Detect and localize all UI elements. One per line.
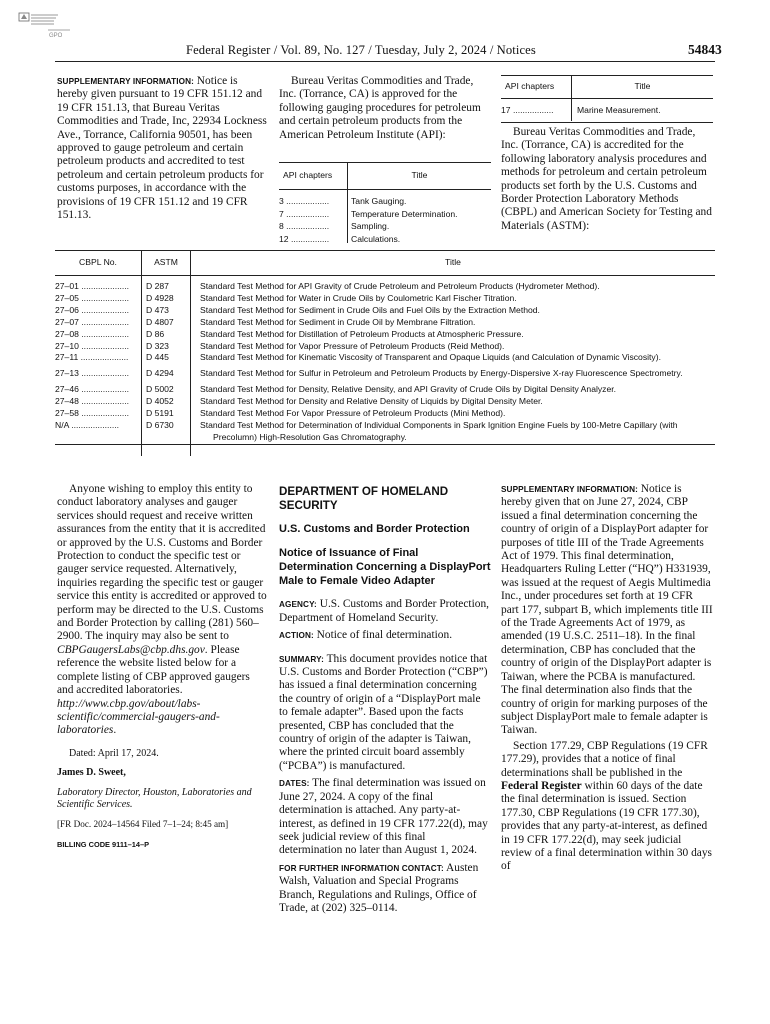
table-row: [55, 293, 715, 305]
title-cell: Standard Test Method for Sediment in Crude Oil by Membrane Filtration.: [200, 316, 476, 327]
section-para: Section 177.29, CBP Regulations (19 CFR 177.29), provides that a notice of final determinations shall be published in the Federal Register within 60 days of the date the final determination is issued. Section 177.30, CBP Regulations (19 CFR 177.30), provides that any party-at-interest, as defined in 19 CFR 177.22(d), may seek judicial review of a final determination within 30 days of: [501, 739, 712, 873]
cbpl-cell: 27–58 ....................: [55, 408, 130, 419]
table-row: 3 .................. Tank Gauging.: [279, 196, 407, 206]
cbpl-cell: 27–01 ....................: [55, 281, 130, 291]
running-head: Federal Register / Vol. 89, No. 127 / Tuesday, July 2, 2024 / Notices: [186, 43, 536, 57]
inquiry-paragraph: Anyone wishing to employ this entity to conduct laboratory analyses and gauger services should request and receive written assurances from the entity that it is accredited or approved by the U.S. Customs and Border Protection to conduct the specific test or gauger service requested. Alternatively, inquiries regarding the specific test or gauger service this entity is accredited or approved to perform may be directed to the U.S. Customs and Border Protection by calling (281) 560–2900. The inquiry may also be sent to CBPGaugersLabs@cbp.dhs.gov. Please reference the website listed below for a complete listing of CBP approved gaugers and accredited laboratories. http://www.cbp.gov/about/labs-scientific/commercial-gaugers-and-laboratories.: [57, 483, 267, 737]
api-table-2-header-title: Title: [634, 81, 651, 91]
astm-cell: D 473: [146, 304, 169, 315]
header-rule: [55, 61, 715, 62]
top-col1: [57, 75, 269, 222]
astm-cell: D 86: [146, 328, 165, 339]
table-row: 7 .................. Temperature Determination.: [279, 208, 458, 219]
agency-para: AGENCY: U.S. Customs and Border Protection, Department of Homeland Security.: [279, 598, 489, 624]
cbpl-table: [55, 250, 715, 445]
title-cell: Standard Test Method for Density, Relative Density, and API Gravity of Crude Oils by Digital Density Analyzer.: [200, 384, 617, 395]
cbpl-cell: 27–13 ....................: [55, 368, 130, 379]
supplementary-info-text: Notice is hereby given pursuant to 19 CFR 151.12 and 19 CFR 151.13, that Bureau Veritas Commodities and Trade, Inc, 22934 Lockness Ave., Torrance, California 90501, has been approved to gauge petroleum and certain petroleum products and accredited to test petroleum and certain petroleum products for customs purposes, in accordance with the provisions of 19 CFR 151.12 and 19 CFR 151.13.: [57, 75, 267, 222]
bottom-col2: [279, 485, 491, 915]
dated-line: Dated: April 17, 2024.: [69, 747, 159, 759]
api-table-2: [501, 75, 713, 123]
table-row: 12 ................ Calculations.: [279, 233, 401, 244]
title-cell: Standard Test Method for Water in Crude Oils by Coulometric Karl Fischer Titration.: [200, 292, 517, 303]
table-row: [55, 396, 715, 408]
bottom-col1: [57, 483, 269, 851]
notice-title: Notice of Issuance of Final Determination Concerning a DisplayPort Male to Female Video Adapter: [279, 547, 491, 588]
gauging-intro: Bureau Veritas Commodities and Trade, Inc. (Torrance, CA) is approved for the following gauging procedures for petroleum and certain petroleum products from the American Petroleum Institute (API):: [279, 75, 481, 141]
email-link[interactable]: CBPGaugersLabs@cbp.dhs.gov: [57, 643, 205, 656]
api-table-1-header-chapters: API chapters: [283, 170, 333, 180]
title-cell: Standard Test Method for Density and Relative Density of Liquids by Digital Density Meter.: [200, 396, 543, 407]
api-table-1-header-title: Title: [411, 170, 428, 180]
title-cell: Standard Test Method for Kinematic Viscosity of Transparent and Opaque Liquids (and Calculation of Dynamic Viscosity).: [200, 352, 661, 363]
fr-doc-line: [FR Doc. 2024–14564 Filed 7–1–24; 8:45 am]: [57, 818, 229, 829]
astm-cell: D 4052: [146, 396, 174, 407]
table-row: [55, 420, 715, 444]
cbpl-cell: 27–05 ....................: [55, 292, 130, 303]
lab-intro: Bureau Veritas Commodities and Trade, Inc. (Torrance, CA) is accredited for the following laboratory analysis procedures and methods for petroleum and certain petroleum products set forth by the U.S. Customs and Border Protection Laboratory Methods (CBPL) and American Society for Testing and Materials (ASTM):: [501, 126, 712, 232]
table-row: 8 .................. Sampling.: [279, 221, 390, 231]
svg-text:GPO: GPO: [49, 33, 63, 39]
gpo-seal-icon: [18, 10, 72, 40]
title-cell: Standard Test Method for Sulfur in Petroleum and Petroleum Products by Energy-Dispersive X-ray Fluorescence Spectrometry.: [200, 368, 683, 379]
gpo-logo: [18, 10, 72, 40]
astm-cell: D 4807: [146, 316, 174, 327]
top-col2: [279, 75, 491, 142]
contact-para: FOR FURTHER INFORMATION CONTACT: Austen Walsh, Valuation and Special Programs Branch, Regulations and Rulings, Office of Trade, at (202) 325–0114.: [279, 861, 479, 914]
table-row: [55, 352, 715, 364]
action-para: ACTION: Notice of final determination.: [279, 629, 453, 642]
cbpl-cell: 27–46 ....................: [55, 384, 130, 395]
cbpl-cell: 27–48 ....................: [55, 396, 130, 407]
cbpl-cell: 27–08 ....................: [55, 328, 130, 339]
table-row: [55, 408, 715, 420]
title-cell: Standard Test Method for Determination of Individual Components in Spark Ignition Engine Fuels by 100-Metre Capillary (with Precolumn) High-Resolution Gas Chromatography.: [200, 419, 678, 442]
website-link[interactable]: http://www.cbp.gov/about/labs-scientific/commercial-gaugers-and-laboratories: [57, 697, 220, 737]
billing-code: BILLING CODE 9111–14–P: [57, 839, 150, 849]
astm-cell: D 5002: [146, 384, 174, 395]
supplementary-info-label: SUPPLEMENTARY INFORMATION:: [57, 77, 194, 86]
signer-title: Laboratory Director, Houston, Laboratories and Scientific Services.: [57, 786, 252, 811]
signer-name: James D. Sweet,: [57, 767, 126, 779]
astm-cell: D 6730: [146, 419, 174, 430]
page-number: 54843: [688, 42, 722, 57]
astm-header: ASTM: [154, 257, 178, 267]
cbpl-cell: 27–10 ....................: [55, 340, 130, 351]
title-cell: Standard Test Method For Vapor Pressure of Petroleum Products (Mini Method).: [200, 408, 506, 419]
cbpl-header: CBPL No.: [79, 257, 117, 267]
astm-cell: D 4928: [146, 292, 174, 303]
subagency-heading: U.S. Customs and Border Protection: [279, 523, 470, 535]
dates-para: DATES: The final determination was issued on June 27, 2024. A copy of the final determination is attached. Any party-at-interest, as defined in 19 CFR 177.22(d), may seek judicial review of this final determination no later than August 1, 2024.: [279, 777, 488, 857]
table-row: [55, 368, 715, 380]
title-cell: Standard Test Method for Sediment in Crude Oils and Fuel Oils by the Extraction Method.: [200, 304, 540, 315]
table-row: [55, 305, 715, 317]
table-row: [55, 384, 715, 396]
cbpl-cell: 27–07 ....................: [55, 316, 130, 327]
api-table-1: [279, 162, 491, 245]
astm-cell: D 445: [146, 352, 169, 363]
supplementary-para: SUPPLEMENTARY INFORMATION: Notice is hereby given that on June 27, 2024, CBP issued a final determination concerning the country of origin of a DisplayPort adapter for purposes of title III of the Trade Agreements Act of 1979. This final determination, Headquarters Ruling Letter (“HQ”) H331939, was issued at the request of Aegis Multimedia Inc., under procedures set forth at 19 CFR part 177, subpart B, which implements title III of the Trade Agreements Act of 1979, as amended (19 U.S.C. 2511–18). In the final determination, CBP has concluded that the country of origin of the DisplayPort adapter is Taiwan, where the PCBA is manufactured. The final determination also finds that the country of origin for marking purposes of the subject DisplayPort male to female adapter is Taiwan.: [501, 483, 713, 737]
bottom-col3: [501, 483, 713, 874]
summary-para: SUMMARY: This document provides notice that U.S. Customs and Border Protection (“CBP”) has issued a final determination concerning the country of origin of a “DisplayPort male to female adapter”. Based upon the facts presented, CBP has concluded that the country of origin of the adapter is Taiwan, where the printed circuit board assembly (“PCBA”) is manufactured.: [279, 652, 488, 772]
table-row: [55, 341, 715, 353]
title-cell: Standard Test Method for Vapor Pressure of Petroleum Products (Reid Method).: [200, 340, 505, 351]
astm-cell: D 4294: [146, 368, 174, 379]
cbpl-cell: N/A ....................: [55, 419, 119, 430]
table-row: [55, 317, 715, 329]
astm-cell: D 5191: [146, 408, 174, 419]
table-row: [55, 329, 715, 341]
top-col3: [501, 126, 713, 233]
table-row: [55, 281, 715, 293]
cbpl-cell: 27–11 ....................: [55, 352, 129, 363]
title-cell: Standard Test Method for Distillation of Petroleum Products at Atmospheric Pressure.: [200, 328, 524, 339]
api-table-2-header-chapters: API chapters: [505, 81, 555, 91]
title-cell: Standard Test Method for API Gravity of Crude Petroleum and Petroleum Products (Hydrometer Method).: [200, 281, 600, 291]
title-header: Title: [445, 257, 461, 267]
table-row: 17 ................. Marine Measurement.: [501, 99, 713, 123]
cbpl-cell: 27–06 ....................: [55, 304, 130, 315]
astm-cell: D 287: [146, 281, 169, 291]
astm-cell: D 323: [146, 340, 169, 351]
agency-heading: DEPARTMENT OF HOMELAND SECURITY: [279, 485, 449, 512]
